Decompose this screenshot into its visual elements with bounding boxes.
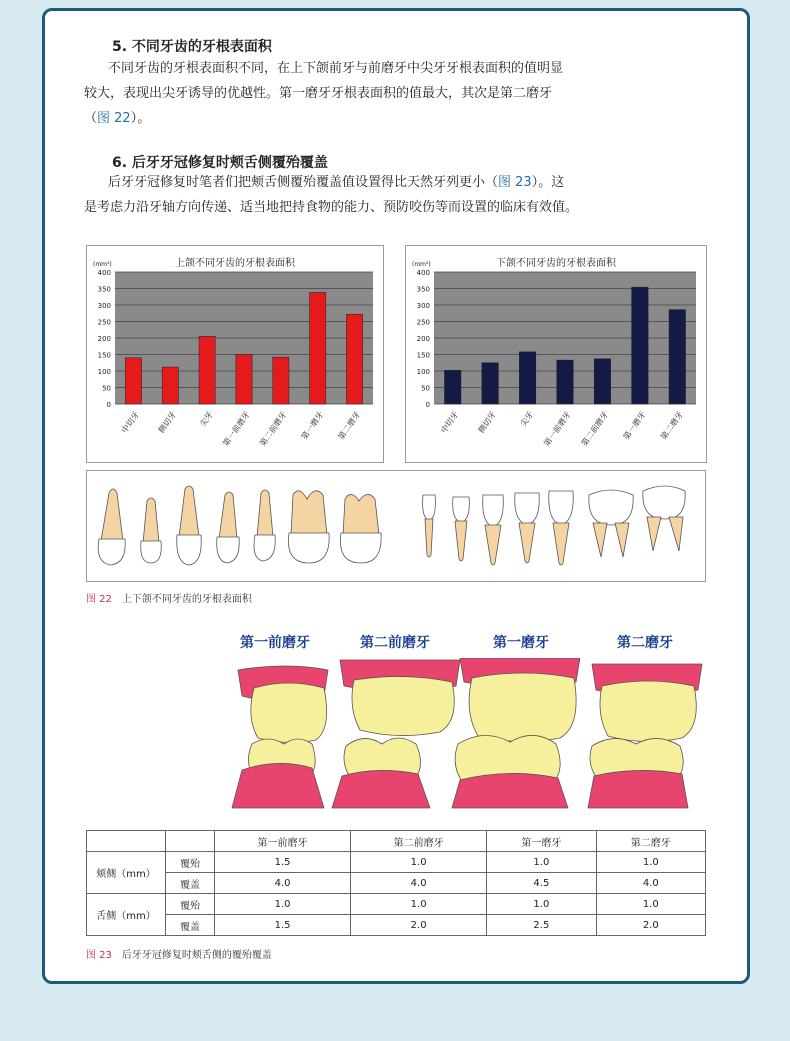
table-header-cell: 第一磨牙 [487,831,596,852]
table-header-cell: 第一前磨牙 [215,831,351,852]
section6-line-2: 是考虑力沿牙轴方向传递、适当地把持食物的能力、预防咬伤等而设置的临床有效值。 [84,200,579,215]
section6-title: 6. 后牙牙冠修复时颊舌侧覆殆覆盖 [112,155,328,171]
table-cell: 2.5 [487,915,596,936]
table-cell: 4.0 [596,873,705,894]
lower-root-area-chart [405,245,707,463]
lower-chart-bar [669,310,685,404]
table-row-label: 覆盖 [166,915,215,936]
lower-chart-x-tick-label: 中切牙 [439,409,461,435]
lower-chart-x-tick-label: 第一磨牙 [621,409,648,442]
upper-chart-bar [162,367,178,404]
lower-chart-x-tick-label: 尖牙 [518,409,536,429]
lower-chart-y-tick-label: 350 [416,285,430,294]
table-row-label: 覆盖 [166,873,215,894]
upper-chart-x-tick-label: 第一前磨牙 [221,409,252,448]
upper-chart-y-tick-label: 200 [97,335,111,343]
lower-chart-x-tick-label: 第二前磨牙 [579,409,611,448]
upper-chart-x-tick-label: 第一磨牙 [299,409,326,442]
table-cell: 2.0 [596,915,705,936]
table-cell: 1.0 [351,894,487,915]
table-cell: 1.0 [215,894,351,915]
occlusion-label-1: 第一前磨牙 [240,635,310,651]
upper-chart-y-tick-label: 150 [97,351,111,360]
upper-chart-bar [310,292,326,404]
lower-chart-y-tick-label: 150 [416,351,430,360]
figure23-ref-link[interactable]: 图 23 [498,175,532,190]
section5-line-1: 不同牙齿的牙根表面积不同，在上下颌前牙与前磨牙中尖牙牙根表面积的值明显 [108,61,564,76]
teeth-illustration [86,470,706,582]
lower-chart-bar [519,352,535,404]
section6-line-1: 后牙牙冠修复时笔者们把颊舌侧覆殆覆盖值设置得比天然牙列更小（图 23）。这 [108,175,565,190]
lower-chart-svg [406,246,706,462]
section5-line-3: （图 22）。 [84,111,151,126]
figure22-caption: 图 22 上下颌不同牙齿的牙根表面积 [86,594,252,605]
upper-chart-y-tick-label: 0 [106,401,111,409]
upper-chart-bar [199,336,215,404]
lower-chart-title: 下颌不同牙齿的牙根表面积 [496,258,616,269]
table-row [87,852,706,873]
upper-chart-bar [125,358,141,404]
table-header-row [87,831,706,852]
table-header-cell: 第二磨牙 [596,831,705,852]
occlusion-label-2: 第二前磨牙 [360,635,430,651]
upper-root-area-chart [86,245,384,463]
table-cell: 4.5 [487,873,596,894]
lower-chart-y-tick-label: 200 [416,335,430,343]
table-cell: 2.0 [351,915,487,936]
upper-chart-y-tick-label: 400 [97,269,111,277]
occlusion-illustration [228,658,708,818]
lower-chart-y-tick-label: 400 [416,269,430,277]
upper-chart-y-tick-label: 300 [97,302,111,310]
lower-chart-y-tick-label: 50 [421,384,430,393]
upper-chart-x-tick-label: 中切牙 [119,409,142,435]
upper-chart-x-tick-label: 第二前磨牙 [258,409,289,448]
figure23-caption: 图 23 后牙牙冠修复时颊舌侧的覆殆覆盖 [86,950,272,961]
upper-chart-bar [346,314,362,404]
upper-chart-svg [87,246,383,462]
table-cell: 1.5 [215,852,351,873]
lower-chart-bar [444,370,460,404]
table-cell: 1.0 [487,894,596,915]
lower-chart-y-tick-label: 250 [416,318,430,327]
lower-chart-x-tick-label: 第二磨牙 [659,409,685,442]
lower-chart-y-tick-label: 0 [425,401,430,409]
section5-title: 5. 不同牙齿的牙根表面积 [112,39,272,55]
upper-chart-y-unit-label: (mm²) [93,261,112,268]
table-header-cell: 第二前磨牙 [351,831,487,852]
upper-chart-x-tick-label: 尖牙 [198,409,215,429]
lower-chart-bar [632,287,648,404]
upper-chart-x-tick-label: 侧切牙 [156,409,178,435]
table-row-label: 覆殆 [166,852,215,873]
upper-chart-y-tick-label: 350 [97,285,111,294]
upper-chart-y-tick-label: 100 [97,368,111,376]
table-cell: 1.0 [596,894,705,915]
teeth-illustration-svg [87,471,705,581]
upper-chart-y-tick-label: 50 [102,384,111,393]
upper-chart-bar [273,357,289,404]
upper-chart-title: 上颌不同牙齿的牙根表面积 [175,258,295,269]
occlusion-label-3: 第一磨牙 [493,635,549,651]
table-cell: 1.0 [351,852,487,873]
table-row [87,915,706,936]
table-row-label: 覆殆 [166,894,215,915]
lower-chart-bar [482,363,498,404]
upper-chart-x-tick-label: 第二磨牙 [336,409,363,442]
lower-chart-bar [557,360,573,404]
figure22-ref-link[interactable]: 图 22 [97,111,131,126]
table-cell: 1.0 [596,852,705,873]
lower-chart-x-tick-label: 第一前磨牙 [542,409,573,448]
table-row [87,873,706,894]
section5-line-2: 较大，表现出尖牙诱导的优越性。第一磨牙牙根表面积的值最大，其次是第二磨牙 [84,86,553,101]
table-corner-cell-sub [166,831,215,852]
upper-chart-y-tick-label: 250 [97,318,111,327]
occlusion-label-4: 第二磨牙 [617,635,673,651]
table-cell: 1.0 [487,852,596,873]
upper-chart-bar [236,355,252,405]
table-corner-cell [87,831,166,852]
table-cell: 1.5 [215,915,351,936]
table-cell: 4.0 [351,873,487,894]
lower-chart-y-unit-label: (mm²) [412,261,431,268]
overbite-overjet-table [86,830,706,936]
lower-chart-x-tick-label: 侧切牙 [476,409,498,435]
table-group-label: 颊侧（mm） [87,852,166,894]
table-row [87,894,706,915]
table-group-label: 舌侧（mm） [87,894,166,936]
lower-chart-y-tick-label: 100 [416,368,430,376]
table-cell: 4.0 [215,873,351,894]
lower-chart-y-tick-label: 300 [416,302,430,310]
lower-chart-bar [594,359,610,404]
